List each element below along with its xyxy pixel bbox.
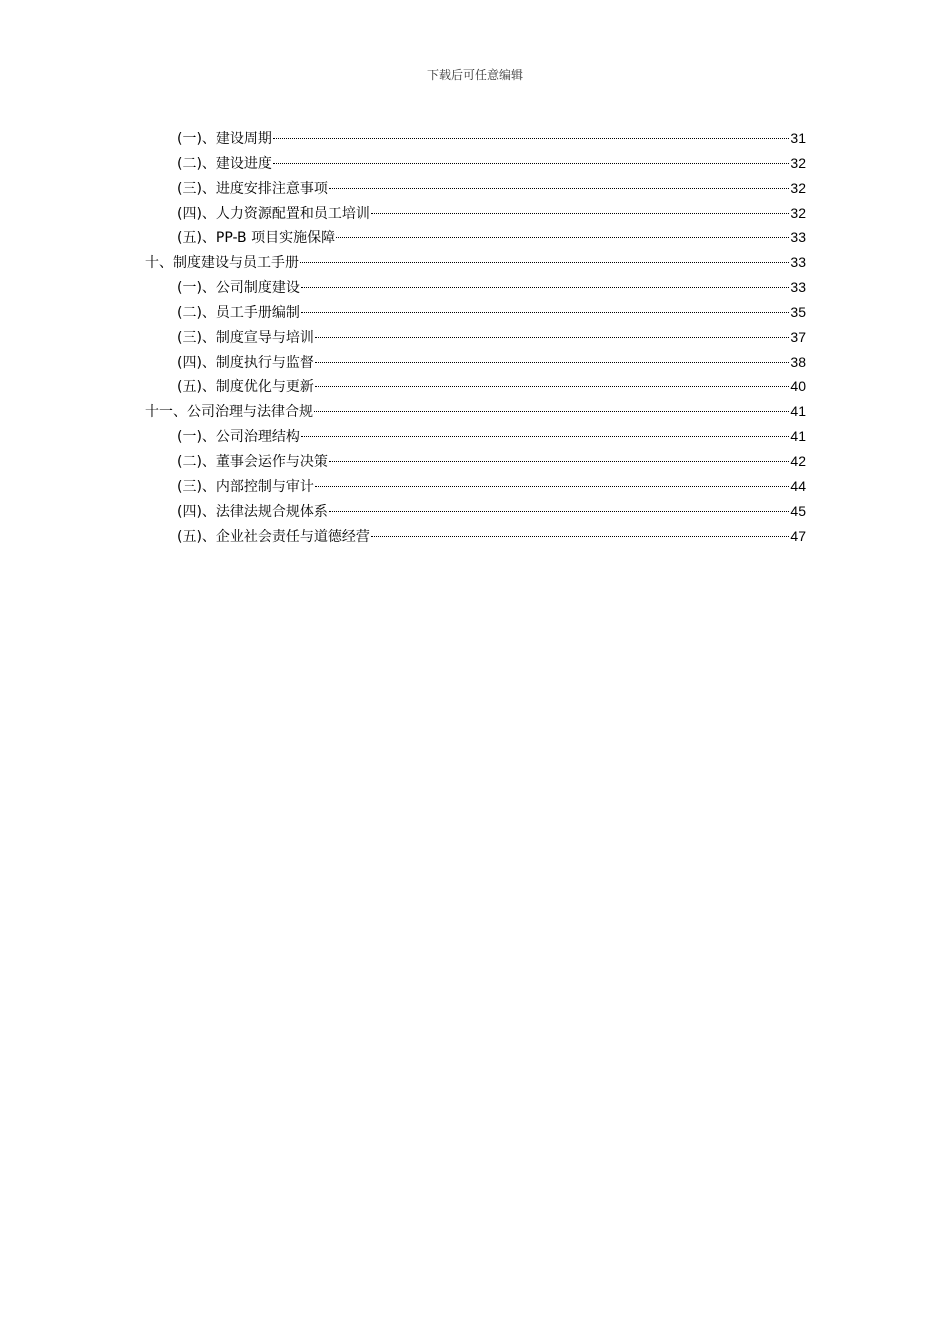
toc-entry-page: 33 [790,229,806,246]
toc-entry[interactable] [145,424,806,449]
toc-entry-title: (三)、进度安排注意事项 [177,180,328,197]
toc-entry-title: (三)、内部控制与审计 [177,478,314,495]
toc-entry-page: 32 [790,204,806,221]
toc-entry[interactable] [145,151,806,176]
toc-entry-title: (五)、企业社会责任与道德经营 [177,528,370,545]
toc-entry-page: 40 [790,378,806,395]
toc-entry-title: (四)、制度执行与监督 [177,354,314,371]
toc-entry-page: 41 [790,428,806,445]
toc-dot-leader [329,188,789,189]
toc-entry[interactable] [145,275,806,300]
toc-entry-page: 37 [790,328,806,345]
toc-entry-page: 47 [790,527,806,544]
toc-entry[interactable] [145,325,806,350]
table-of-contents [145,126,806,548]
toc-entry-page: 38 [790,353,806,370]
toc-entry-title: (三)、制度宣导与培训 [177,329,314,346]
toc-entry[interactable] [145,474,806,499]
toc-entry[interactable] [145,499,806,524]
toc-dot-leader [329,511,789,512]
toc-entry-page: 45 [790,502,806,519]
toc-dot-leader [371,213,789,214]
toc-entry-title: (一)、建设周期 [177,131,272,147]
toc-entry[interactable] [145,449,806,474]
toc-entry[interactable] [145,225,806,250]
toc-dot-leader [301,287,789,288]
toc-dot-leader [336,237,789,238]
toc-entry-page: 32 [790,179,806,196]
toc-entry-title: (四)、法律法规合规体系 [177,503,328,520]
toc-dot-leader [300,262,789,263]
toc-dot-leader [315,362,789,363]
toc-chapter-entry[interactable] [145,250,806,275]
toc-dot-leader [273,138,789,139]
toc-entry-page: 31 [790,130,806,146]
toc-entry[interactable] [145,374,806,399]
toc-dot-leader [273,163,789,164]
toc-entry-page: 42 [790,452,806,469]
toc-entry-title: 十、制度建设与员工手册 [145,255,299,272]
toc-entry-page: 35 [790,303,806,320]
toc-entry[interactable] [145,350,806,375]
toc-entry-title: (二)、员工手册编制 [177,304,300,321]
toc-entry[interactable] [145,524,806,549]
toc-entry-title: (二)、董事会运作与决策 [177,453,328,470]
toc-dot-leader [315,337,789,338]
toc-dot-leader [371,536,789,537]
toc-dot-leader [315,486,789,487]
toc-entry[interactable] [145,300,806,325]
toc-entry-title: (一)、公司制度建设 [177,280,300,297]
toc-entry-page: 32 [790,154,806,171]
toc-chapter-entry[interactable] [145,399,806,424]
toc-entry-title: 十一、公司治理与法律合规 [145,404,313,421]
toc-entry-page: 33 [790,254,806,271]
toc-entry[interactable] [145,126,806,151]
toc-dot-leader [329,461,789,462]
toc-dot-leader [315,386,789,387]
toc-entry-title: (一)、公司治理结构 [177,429,300,446]
toc-entry-page: 41 [790,403,806,420]
toc-entry-title: (五)、制度优化与更新 [177,379,314,396]
toc-entry[interactable] [145,201,806,226]
toc-dot-leader [301,312,789,313]
toc-dot-leader [314,411,789,412]
toc-dot-leader [301,436,789,437]
toc-entry-title: (四)、人力资源配置和员工培训 [177,205,370,222]
toc-entry-title: (二)、建设进度 [177,155,272,172]
toc-entry-title: (五)、PP-B 项目实施保障 [177,230,336,247]
page-header: 下载后可任意编辑 [426,68,523,82]
toc-entry-page: 33 [790,279,806,296]
toc-entry-page: 44 [790,477,806,494]
toc-entry[interactable] [145,176,806,201]
